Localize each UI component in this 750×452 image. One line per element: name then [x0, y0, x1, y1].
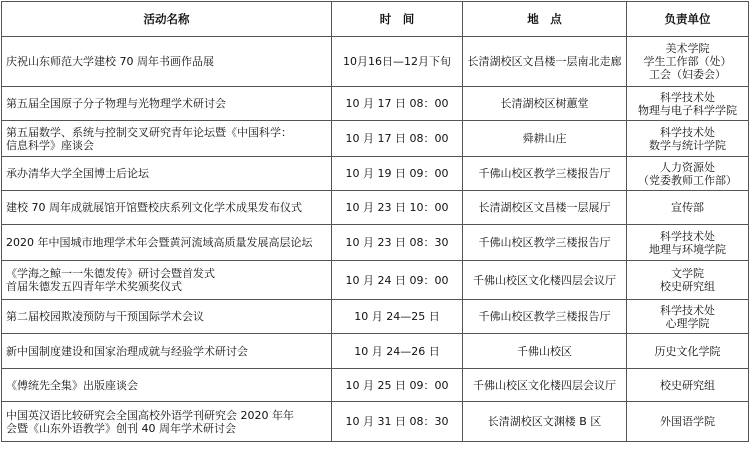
- place-cell: 舜耕山庄: [463, 121, 627, 157]
- header-place: 地 点: [463, 2, 627, 37]
- activity-name-cell: [2, 334, 332, 369]
- time-cell: 10 月 31 日 08：30: [332, 402, 463, 442]
- time-cell: 10 月 19 日 09：00: [332, 157, 463, 191]
- activity-name-line: 2020 年中国城市地理学术年会暨黄河流域高质量发展高层论坛: [6, 236, 313, 249]
- header-time: 时 间: [332, 2, 463, 37]
- activities-table: [1, 1, 749, 442]
- place-cell: 长清湖校区文渊楼 B 区: [463, 402, 627, 442]
- table-row: [2, 157, 749, 191]
- responsible-unit-line: 科学技术处: [660, 90, 715, 104]
- responsible-unit-line: 科学技术处: [660, 125, 715, 139]
- time-cell: 10 月 24—26 日: [332, 334, 463, 369]
- table-row: [2, 225, 749, 261]
- time-cell: 10 月 17 日 08：00: [332, 121, 463, 157]
- activity-name-line: 庆祝山东师范大学建校 70 周年书画作品展: [6, 55, 214, 68]
- responsible-unit-line: （党委教师工作部）: [638, 173, 737, 187]
- time-cell: 10月16日—12月下旬: [332, 37, 463, 87]
- responsible-unit-cell: [627, 191, 749, 225]
- place-cell: 长清湖校区文昌楼一层南北走廊: [463, 37, 627, 87]
- activity-name-line: 第二届校园欺凌预防与干预国际学术会议: [6, 310, 204, 323]
- activity-name-cell: [2, 300, 332, 334]
- responsible-unit-cell: [627, 225, 749, 261]
- responsible-unit-cell: [627, 87, 749, 121]
- activity-name-cell: [2, 225, 332, 261]
- activity-name-cell: [2, 402, 332, 442]
- responsible-unit-line: 人力资源处: [660, 160, 715, 174]
- place-cell: 长清湖校区树蕙堂: [463, 87, 627, 121]
- responsible-unit-line: 科学技术处: [660, 303, 715, 317]
- responsible-unit-cell: [627, 37, 749, 87]
- place-cell: 千佛山校区文化楼四层会议厅: [463, 369, 627, 402]
- time-cell: 10 月 25 日 09：00: [332, 369, 463, 402]
- responsible-unit-line: 历史文化学院: [654, 344, 721, 358]
- activity-name-line: 信息科学》座谈会: [6, 138, 94, 152]
- time-cell: 10 月 23 日 10：00: [332, 191, 463, 225]
- responsible-unit-cell: [627, 300, 749, 334]
- responsible-unit-line: 外国语学院: [660, 415, 715, 428]
- table-row: [2, 121, 749, 157]
- place-cell: 千佛山校区教学三楼报告厅: [463, 225, 627, 261]
- responsible-unit-cell: [627, 157, 749, 191]
- table-row: [2, 402, 749, 442]
- responsible-unit-cell: [627, 334, 749, 369]
- time-cell: 10 月 24—25 日: [332, 300, 463, 334]
- time-cell: 10 月 17 日 08：00: [332, 87, 463, 121]
- activity-name-cell: [2, 157, 332, 191]
- table-row: [2, 37, 749, 87]
- responsible-unit-line: 心理学院: [665, 316, 710, 330]
- activity-name-line: 第五届全国原子分子物理与光物理学术研讨会: [6, 97, 226, 110]
- time-cell: 10 月 23 日 08：30: [332, 225, 463, 261]
- activity-name-cell: [2, 261, 332, 300]
- activity-name-cell: [2, 87, 332, 121]
- responsible-unit-line: 美术学院: [665, 42, 710, 55]
- responsible-unit-cell: [627, 261, 749, 300]
- responsible-unit-line: 学生工作部（处）: [643, 55, 732, 68]
- header-responsible-unit: 负责单位: [627, 2, 749, 37]
- time-cell: 10 月 24 日 09：00: [332, 261, 463, 300]
- activity-name-line: 第五届数学、系统与控制交叉研究青年论坛暨《中国科学：: [6, 125, 292, 139]
- place-cell: 千佛山校区: [463, 334, 627, 369]
- responsible-unit-line: 物理与电子科学学院: [638, 103, 737, 117]
- responsible-unit-line: 数学与统计学院: [649, 138, 726, 152]
- activity-name-cell: [2, 121, 332, 157]
- activity-name-line: 承办清华大学全国博士后论坛: [6, 167, 149, 180]
- responsible-unit-line: 科学技术处: [660, 229, 715, 243]
- header-activity-name: 活动名称: [2, 2, 332, 37]
- responsible-unit-line: 地理与环境学院: [649, 242, 726, 256]
- table-row: [2, 191, 749, 225]
- activity-name-line: 《傅统先全集》出版座谈会: [6, 378, 138, 392]
- responsible-unit-line: 文学院: [671, 267, 704, 280]
- activity-name-cell: [2, 37, 332, 87]
- responsible-unit-line: 校史研究组: [660, 378, 715, 392]
- place-cell: 长清湖校区文昌楼一层展厅: [463, 191, 627, 225]
- responsible-unit-cell: [627, 369, 749, 402]
- activity-name-line: 新中国制度建设和国家治理成就与经验学术研讨会: [6, 344, 248, 358]
- table-row: [2, 87, 749, 121]
- activity-name-cell: [2, 369, 332, 402]
- place-cell: 千佛山校区文化楼四层会议厅: [463, 261, 627, 300]
- table-row: [2, 261, 749, 300]
- responsible-unit-line: 工会（妇委会）: [649, 68, 726, 81]
- table-row: [2, 369, 749, 402]
- responsible-unit-line: 校史研究组: [660, 280, 715, 293]
- place-cell: 千佛山校区教学三楼报告厅: [463, 300, 627, 334]
- activity-name-line: 《学海之鲸一一朱德发传》研讨会暨首发式: [6, 267, 215, 280]
- activity-name-line: 建校 70 周年成就展馆开馆暨校庆系列文化学术成果发布仪式: [6, 201, 302, 214]
- place-cell: 千佛山校区教学三楼报告厅: [463, 157, 627, 191]
- table-body: [2, 37, 749, 442]
- table-row: [2, 300, 749, 334]
- responsible-unit-line: 宣传部: [671, 201, 704, 214]
- activity-name-cell: [2, 191, 332, 225]
- table-header-row: [2, 2, 749, 37]
- table-row: [2, 334, 749, 369]
- responsible-unit-cell: [627, 402, 749, 442]
- responsible-unit-cell: [627, 121, 749, 157]
- activity-name-line: 首届朱德发五四青年学术奖颁奖仪式: [6, 280, 182, 293]
- activity-name-line: 中国英汉语比较研究会全国高校外语学刊研究会 2020 年年: [6, 408, 294, 422]
- activity-name-line: 会暨《山东外语教学》创刊 40 周年学术研讨会: [6, 421, 236, 435]
